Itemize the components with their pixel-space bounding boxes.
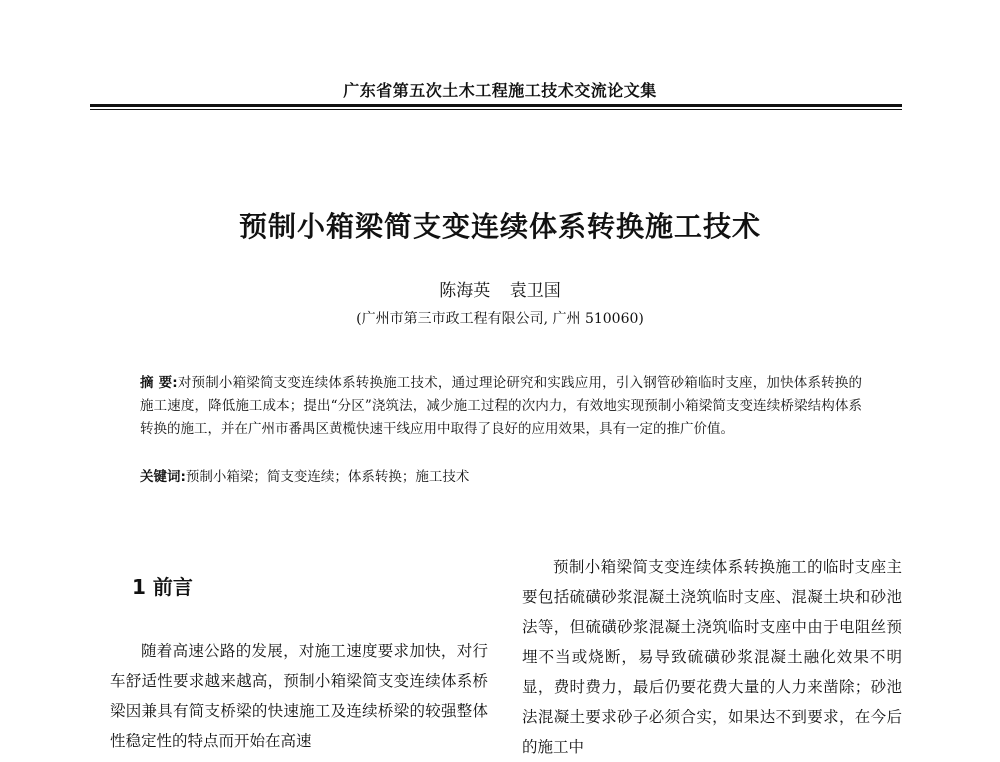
header-rule-thin	[90, 109, 902, 110]
abstract-label: 摘 要:	[140, 375, 178, 391]
keywords-text: 预制小箱梁；简支变连续；体系转换；施工技术	[185, 469, 470, 485]
keywords-block	[140, 466, 862, 489]
abstract-text: 对预制小箱梁简支变连续体系转换施工技术，通过理论研究和实践应用，引入钢管砂箱临时支座，加快体系转换的施工速度，降低施工成本；提出“分区”浇筑法，减少施工过程的次内力，有效地实现预制小箱梁简支变连续桥梁结构体系转换的施工，并在广州市番禺区黄榄快速干线应用中取得了良好的应用效果，具有一定的推广价值。	[140, 375, 863, 437]
abstract-block	[140, 372, 862, 441]
right-body-paragraph: 预制小箱梁简支变连续体系转换施工的临时支座主要包括硫磺砂浆混凝土浇筑临时支座、混凝土块和砂池法等，但硫磺砂浆混凝土浇筑临时支座中由于电阻丝预埋不当或烧断，易导致硫磺砂浆混凝土融化效果不明显，费时费力，最后仍要花费大量的人力来凿除；砂池法混凝土要求砂子必须合实，如果达不到要求，在今后的施工中	[522, 558, 902, 756]
paper-authors: 陈海英 袁卫国	[439, 281, 561, 301]
section-heading-introduction: 1 前言	[132, 575, 193, 599]
right-column	[522, 552, 902, 762]
paper-affiliation: (广州市第三市政工程有限公司, 广州 510060)	[356, 311, 644, 327]
paper-title: 预制小箱梁简支变连续体系转换施工技术	[238, 210, 761, 243]
keywords-label: 关键词:	[140, 469, 186, 485]
left-body-paragraph: 随着高速公路的发展，对施工速度要求加快，对行车舒适性要求越来越高，预制小箱梁简支变连续体系桥梁因兼具有简支桥梁的快速施工及连续桥梁的较强整体性稳定性的特点而开始在高速	[110, 642, 488, 750]
header-rule-thick	[90, 104, 902, 107]
left-column	[110, 572, 488, 756]
running-header: 广东省第五次土木工程施工技术交流论文集	[343, 81, 657, 100]
